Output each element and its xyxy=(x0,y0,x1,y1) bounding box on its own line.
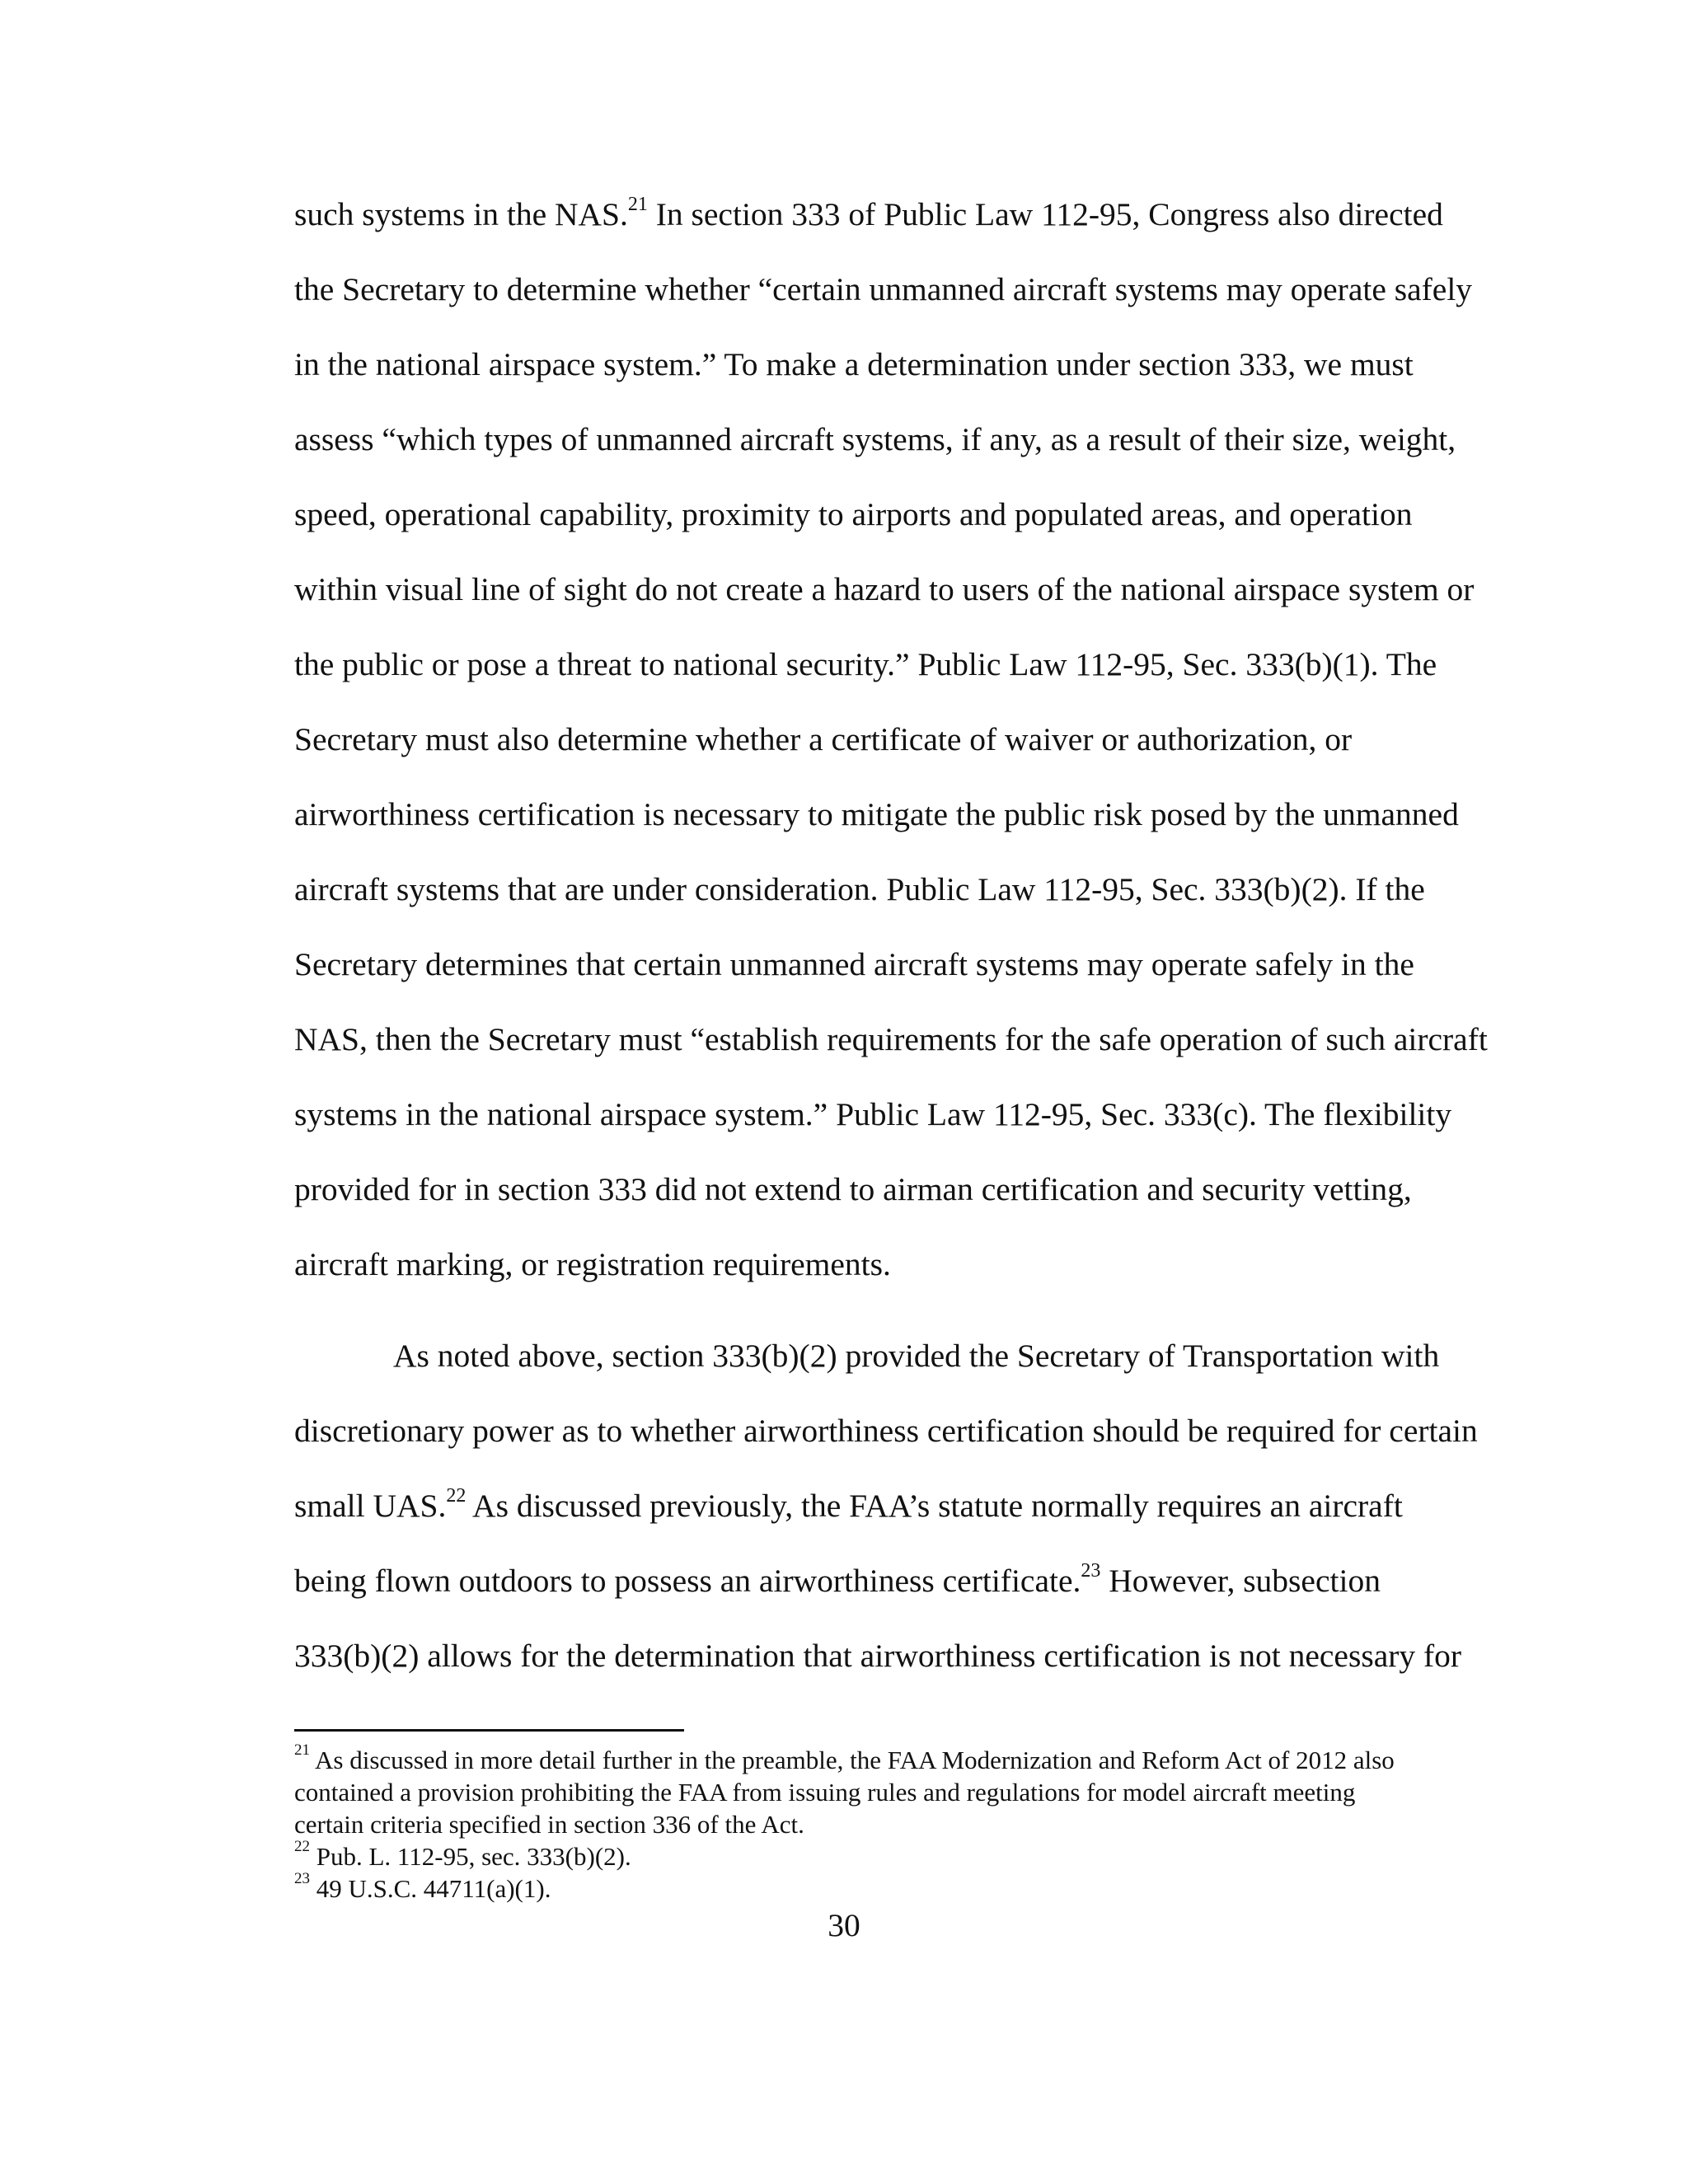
footnote-ref-23[interactable]: 23 xyxy=(1081,1559,1101,1582)
footnote-ref-22[interactable]: 22 xyxy=(446,1484,467,1507)
body-line-10: aircraft systems that are under consideration. Public Law 112-95, Sec. 333(b)(2). If the xyxy=(294,871,1425,907)
body-line-14: provided for in section 333 did not extend to airman certification and security vetting, xyxy=(294,1171,1412,1207)
body-text: being flown outdoors to possess an airworthiness certificate. xyxy=(294,1563,1081,1599)
body-line-18 xyxy=(294,1484,1403,1524)
footnote-ref-21[interactable]: 21 xyxy=(627,193,648,215)
footnote-number: 23 xyxy=(294,1869,310,1887)
footnote-number: 22 xyxy=(294,1837,310,1855)
body-line-4: assess “which types of unmanned aircraft systems, if any, as a result of their size, weight, xyxy=(294,421,1456,457)
body-line-17: discretionary power as to whether airworthiness certification should be required for certain xyxy=(294,1413,1478,1449)
body-line-15: aircraft marking, or registration requirements. xyxy=(294,1246,891,1282)
footnote-text: 49 U.S.C. 44711(a)(1). xyxy=(310,1874,551,1903)
body-text: In section 333 of Public Law 112-95, Congress also directed xyxy=(647,196,1443,232)
body-line-3: in the national airspace system.” To make a determination under section 333, we must xyxy=(294,346,1414,382)
footnote-23 xyxy=(294,1869,551,1903)
body-line-9: airworthiness certification is necessary to mitigate the public risk posed by the unmanned xyxy=(294,796,1459,832)
body-line-16: As noted above, section 333(b)(2) provided the Secretary of Transportation with xyxy=(393,1338,1440,1374)
footnote-21-line-2: contained a provision prohibiting the FAA from issuing rules and regulations for model aircraft meeting xyxy=(294,1778,1356,1807)
body-text: As discussed previously, the FAA’s statute normally requires an aircraft xyxy=(466,1488,1403,1524)
footnote-22 xyxy=(294,1837,631,1871)
body-line-6: within visual line of sight do not create a hazard to users of the national airspace system or xyxy=(294,571,1475,607)
footnote-text: As discussed in more detail further in the preamble, the FAA Modernization and Reform Act of 2012 also xyxy=(310,1746,1395,1774)
body-line-19 xyxy=(294,1559,1381,1599)
body-line-2: the Secretary to determine whether “certain unmanned aircraft systems may operate safely xyxy=(294,271,1473,307)
body-line-7: the public or pose a threat to national security.” Public Law 112-95, Sec. 333(b)(1). The xyxy=(294,646,1437,682)
body-line-11: Secretary determines that certain unmanned aircraft systems may operate safely in the xyxy=(294,946,1414,982)
body-text: However, subsection xyxy=(1100,1563,1381,1599)
body-line-8: Secretary must also determine whether a certificate of waiver or authorization, or xyxy=(294,721,1353,757)
footnote-text: Pub. L. 112-95, sec. 333(b)(2). xyxy=(310,1842,631,1871)
footnote-21-line-3: certain criteria specified in section 336 of the Act. xyxy=(294,1810,804,1839)
footnote-21 xyxy=(294,1741,1395,1774)
body-line-5: speed, operational capability, proximity to airports and populated areas, and operation xyxy=(294,496,1413,532)
footnote-number: 21 xyxy=(294,1741,310,1759)
page-number: 30 xyxy=(828,1907,860,1943)
body-text: small UAS. xyxy=(294,1488,447,1524)
footnote-separator xyxy=(294,1729,684,1732)
body-line-1 xyxy=(294,193,1443,232)
body-line-13: systems in the national airspace system.” Public Law 112-95, Sec. 333(c). The flexibility xyxy=(294,1096,1452,1132)
body-text: such systems in the NAS. xyxy=(294,196,628,232)
body-line-20: 333(b)(2) allows for the determination that airworthiness certification is not necessary for xyxy=(294,1638,1462,1674)
body-line-12: NAS, then the Secretary must “establish requirements for the safe operation of such aircraft xyxy=(294,1021,1488,1057)
